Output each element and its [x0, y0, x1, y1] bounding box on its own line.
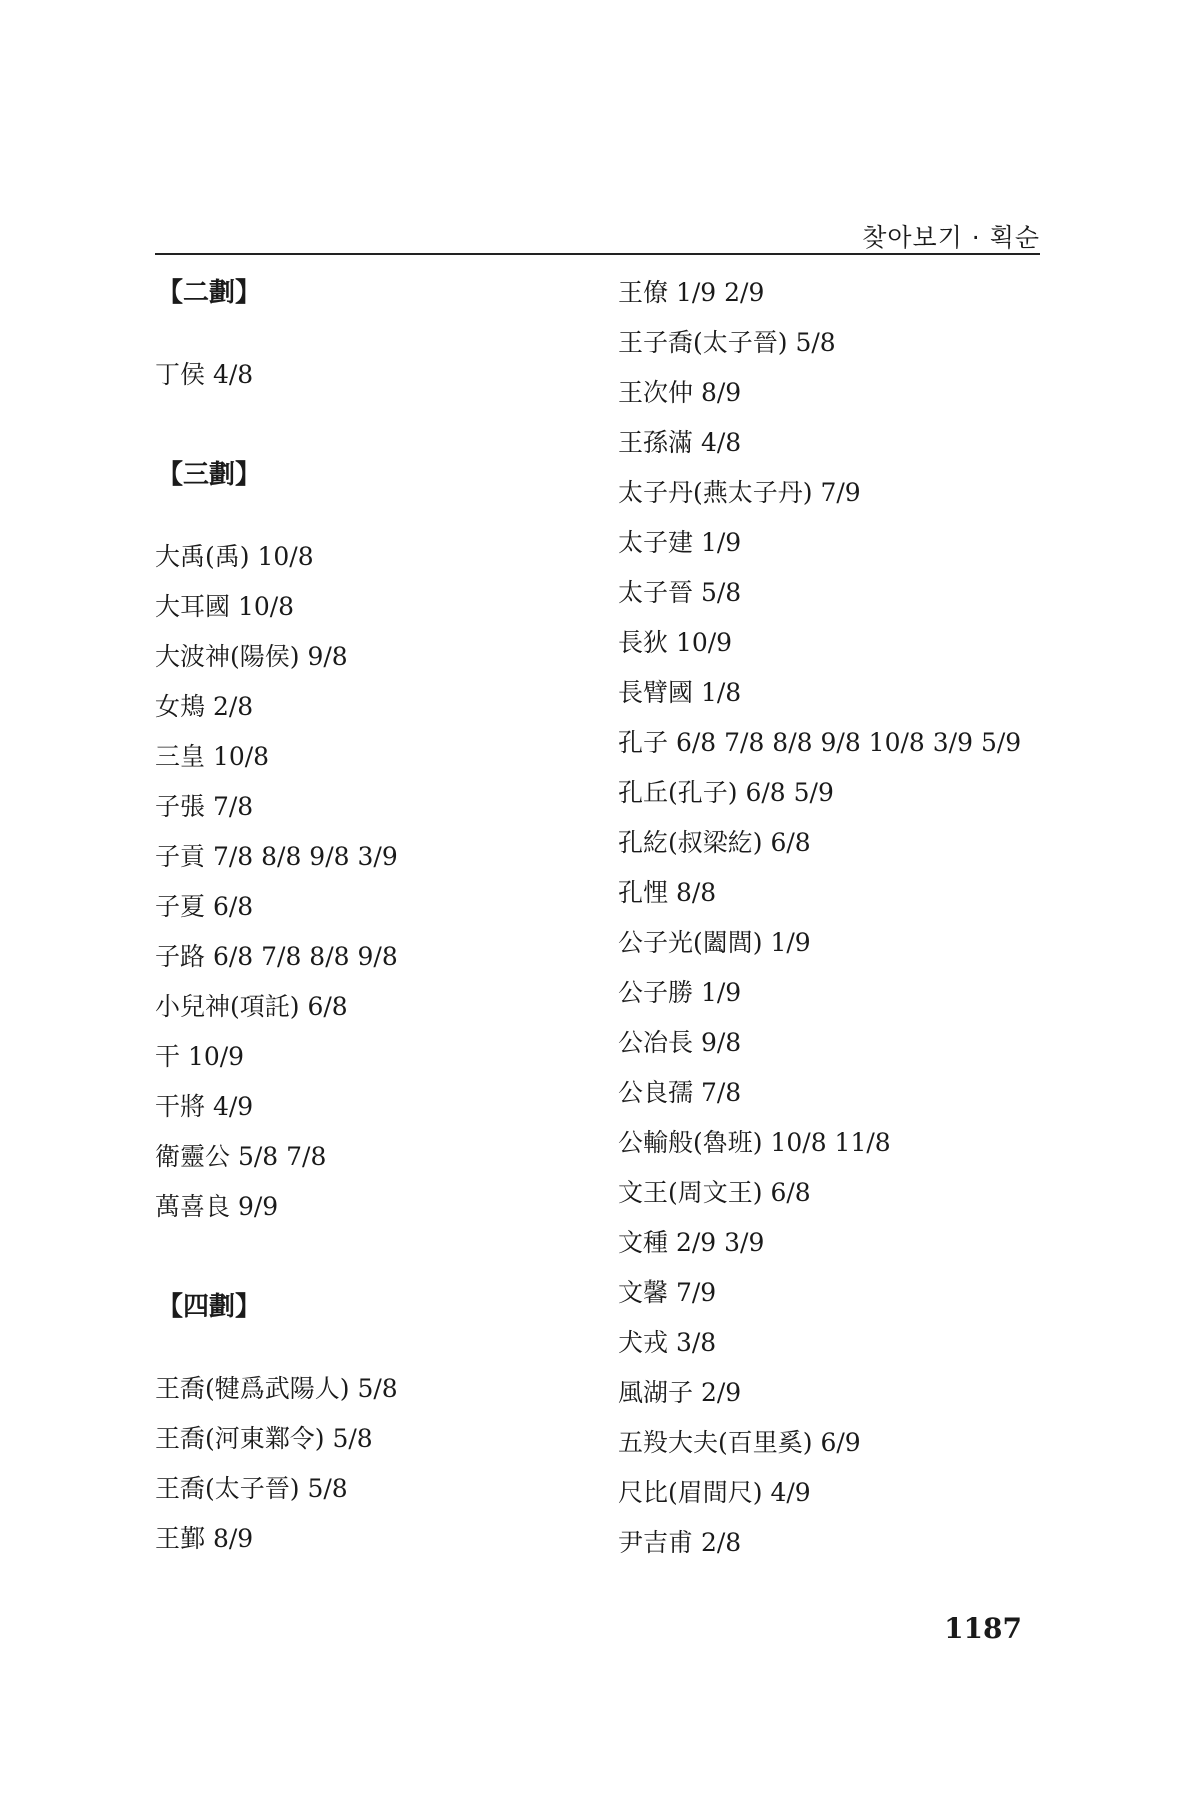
index-entry: 長臂國 1/8 [618, 678, 742, 707]
right-column [618, 268, 1058, 1568]
index-entry: 萬喜良 9/9 [155, 1192, 279, 1221]
header-rule [155, 253, 1040, 255]
left-column [155, 268, 595, 1564]
index-entry: 丁侯 4/8 [155, 360, 254, 389]
index-entry: 王孫滿 4/8 [618, 428, 742, 457]
index-entry: 公子光(闔閭) 1/9 [618, 928, 811, 957]
index-entry: 王鄞 8/9 [155, 1524, 254, 1553]
index-entry: 太子丹(燕太子丹) 7/9 [618, 478, 861, 507]
index-entry: 公輸般(魯班) 10/8 11/8 [618, 1128, 891, 1157]
section-heading: 【三劃】 [157, 460, 262, 490]
index-entry: 衛靈公 5/8 7/8 [155, 1142, 327, 1171]
index-entry: 文馨 7/9 [618, 1278, 717, 1307]
index-entry: 文王(周文王) 6/8 [618, 1178, 811, 1207]
index-entry: 女鳺 2/8 [155, 692, 254, 721]
running-header: 찾아보기 · 획순 [862, 223, 1040, 252]
index-entry: 王喬(太子晉) 5/8 [155, 1474, 348, 1503]
index-entry: 孔紇(叔梁紇) 6/8 [618, 828, 811, 857]
index-entry: 王喬(犍爲武陽人) 5/8 [155, 1374, 398, 1403]
index-entry: 子夏 6/8 [155, 892, 254, 921]
index-entry: 尺比(眉間尺) 4/9 [618, 1478, 811, 1507]
index-entry: 犬戎 3/8 [618, 1328, 717, 1357]
index-entry: 干 10/9 [155, 1042, 245, 1071]
index-entry: 風湖子 2/9 [618, 1378, 742, 1407]
index-entry: 干將 4/9 [155, 1092, 254, 1121]
index-entry: 子路 6/8 7/8 8/8 9/8 [155, 942, 398, 971]
index-entry: 大禹(禹) 10/8 [155, 542, 314, 571]
index-entry: 五羖大夫(百里奚) 6/9 [618, 1428, 861, 1457]
index-entry: 公子勝 1/9 [618, 978, 742, 1007]
index-entry: 文種 2/9 3/9 [618, 1228, 765, 1257]
index-entry: 王次仲 8/9 [618, 378, 742, 407]
index-entry: 長狄 10/9 [618, 628, 733, 657]
index-entry: 小兒神(項託) 6/8 [155, 992, 348, 1021]
section-heading: 【二劃】 [157, 278, 262, 308]
index-entry: 王喬(河東鄴令) 5/8 [155, 1424, 373, 1453]
index-entry: 尹吉甫 2/8 [618, 1528, 742, 1557]
index-entry: 王子喬(太子晉) 5/8 [618, 328, 836, 357]
index-entry: 太子晉 5/8 [618, 578, 742, 607]
index-entry: 公良孺 7/8 [618, 1078, 742, 1107]
index-entry: 三皇 10/8 [155, 742, 270, 771]
index-entry: 大波神(陽侯) 9/8 [155, 642, 348, 671]
index-entry: 孔悝 8/8 [618, 878, 717, 907]
index-entry: 孔子 6/8 7/8 8/8 9/8 10/8 3/9 5/9 [618, 728, 1022, 757]
section-heading: 【四劃】 [157, 1292, 262, 1322]
index-entry: 子貢 7/8 8/8 9/8 3/9 [155, 842, 398, 871]
index-entry: 太子建 1/9 [618, 528, 742, 557]
index-entry: 王僚 1/9 2/9 [618, 278, 765, 307]
index-entry: 大耳國 10/8 [155, 592, 295, 621]
index-entry: 子張 7/8 [155, 792, 254, 821]
index-entry: 公冶長 9/8 [618, 1028, 742, 1057]
index-entry: 孔丘(孔子) 6/8 5/9 [618, 778, 834, 807]
page-number: 1187 [944, 1612, 1022, 1645]
